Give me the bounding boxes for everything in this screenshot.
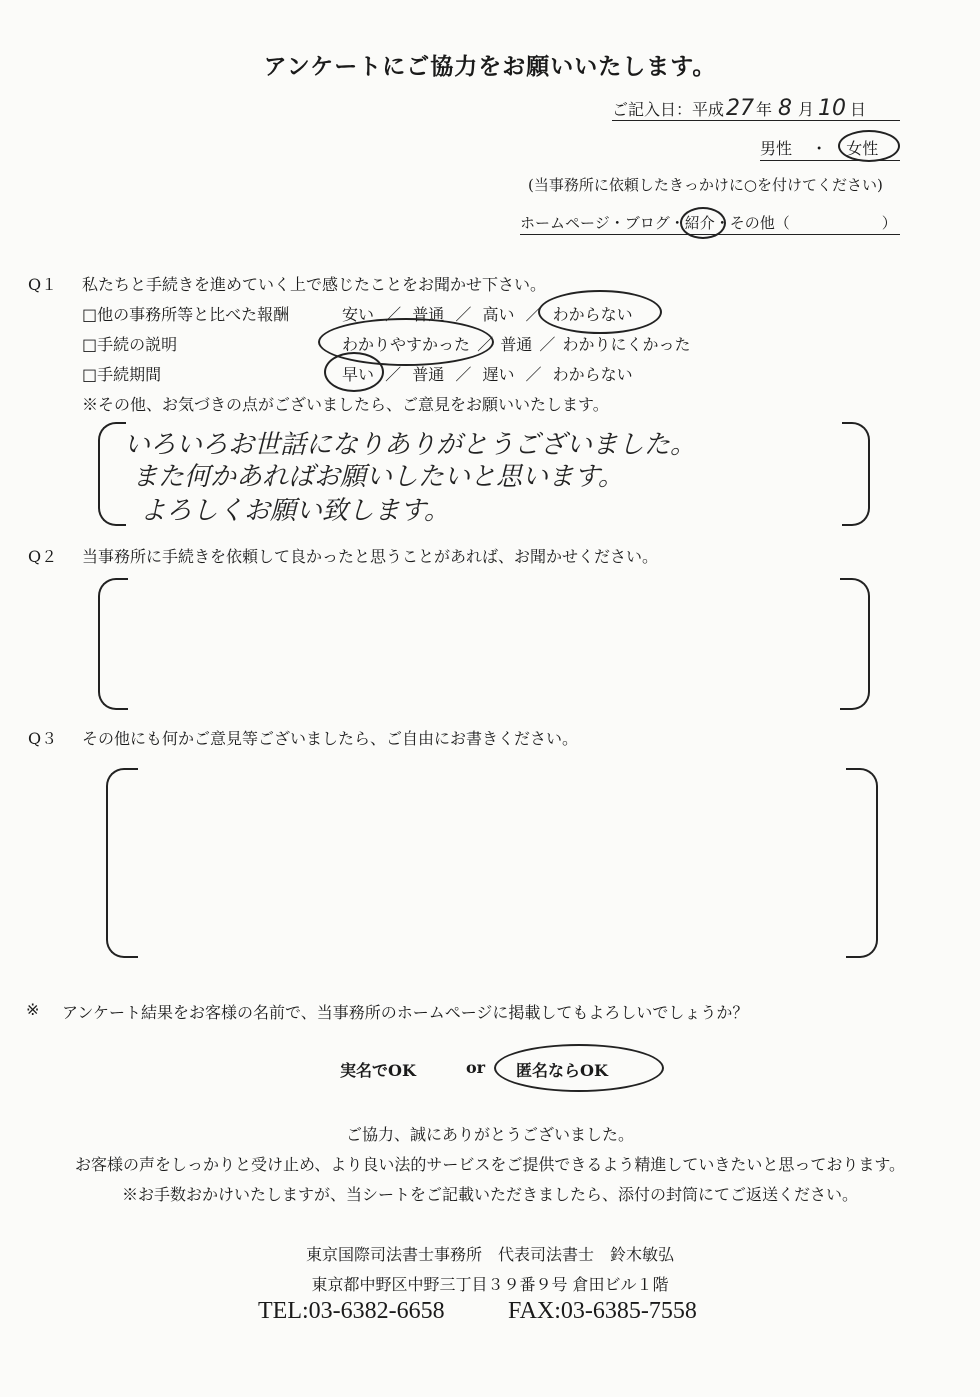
q1-item-period-label: □手続期間 — [82, 365, 162, 384]
closing-thanks: ご協力、誠にありがとうございました。 — [345, 1125, 634, 1144]
fee-unknown-circle-mark — [538, 290, 662, 334]
slash: ／ — [477, 335, 494, 354]
explanation-option-clear[interactable]: わかりやすかった — [342, 335, 471, 354]
fee-option-unknown[interactable]: わからない — [552, 305, 633, 324]
q2-answer-bracket-right — [840, 578, 870, 710]
year-unit: 年 — [756, 100, 773, 119]
q2-answer-bracket-left — [98, 578, 128, 710]
slash: ／ — [525, 365, 542, 384]
q2-label: Q２ — [28, 547, 58, 566]
fee-option-normal[interactable]: 普通 — [412, 305, 445, 324]
gender-separator: ・ — [811, 139, 828, 158]
date-day[interactable]: 10 — [818, 96, 847, 121]
q1-answer-bracket-right — [842, 422, 870, 526]
date-year[interactable]: 27 — [726, 96, 755, 121]
slash: ／ — [525, 305, 542, 324]
explanation-option-unclear[interactable]: わかりにくかった — [562, 335, 691, 354]
trigger-note: (当事務所に依頼したきっかけに○を付けてください) — [528, 176, 883, 194]
explanation-option-normal[interactable]: 普通 — [500, 335, 533, 354]
female-circle-mark — [838, 130, 900, 162]
gender-underline — [760, 160, 900, 161]
slash: ／ — [385, 365, 402, 384]
trigger-underline — [520, 234, 900, 235]
q3-answer-bracket-right — [846, 768, 878, 958]
q3-answer-bracket-left — [106, 768, 138, 958]
q2-question: 当事務所に手続きを依頼して良かったと思うことがあれば、お聞かせください。 — [82, 547, 659, 566]
slash: ／ — [455, 365, 472, 384]
period-option-slow[interactable]: 遅い — [482, 365, 515, 384]
q1-question: 私たちと手続きを進めていく上で感じたことをお聞かせ下さい。 — [82, 275, 547, 294]
q1-item-period-options — [342, 362, 633, 385]
period-option-normal[interactable]: 普通 — [412, 365, 445, 384]
gender-male[interactable]: 男性 — [760, 139, 793, 158]
publish-option-anonymous[interactable]: 匿名ならOK — [516, 1061, 608, 1080]
q1-note: ※その他、お気づきの点がございましたら、ご意見をお願いいたします。 — [82, 395, 609, 414]
q1-label: Q１ — [28, 275, 58, 294]
slash: ／ — [385, 305, 402, 324]
slash: ／ — [455, 305, 472, 324]
q1-answer-line-1[interactable]: いろいろお世話になりありがとうございました。 — [124, 430, 697, 460]
fee-option-high[interactable]: 高い — [482, 305, 515, 324]
day-unit: 日 — [850, 100, 867, 119]
q3-label: Q３ — [28, 729, 58, 748]
q1-answer-bracket-left — [98, 422, 126, 526]
closing-return-note: ※お手数おかけいたしますが、当シートをご記載いただきましたら、添付の封筒にてご返送ください。 — [121, 1185, 858, 1204]
month-unit: 月 — [798, 100, 815, 119]
footer-fax: FAX:03-6385-7558 — [508, 1298, 697, 1324]
date-month[interactable]: 8 — [778, 96, 793, 121]
publish-mark: ※ — [26, 1000, 40, 1019]
trigger-referral[interactable]: 紹介 — [684, 214, 715, 232]
footer-tel[interactable]: TEL:03-6382-6658 — [258, 1298, 445, 1324]
period-option-fast[interactable]: 早い — [342, 365, 375, 384]
publish-question: アンケート結果をお客様の名前で、当事務所のホームページに掲載してもよろしいでしょうか？ — [62, 1003, 749, 1022]
period-option-unknown[interactable]: わからない — [552, 365, 633, 384]
trigger-close: ） — [881, 214, 897, 232]
gender-female[interactable]: 女性 — [846, 139, 879, 158]
page-title: アンケートにご協力をお願いいたします。 — [263, 53, 717, 80]
q3-question: その他にも何かご意見等ございましたら、ご自由にお書きください。 — [82, 729, 579, 748]
anonymous-circle-mark — [494, 1044, 664, 1092]
footer-address: 東京都中野区中野三丁目３９番９号 倉田ビル１階 — [311, 1275, 669, 1294]
publish-or: or — [466, 1058, 486, 1077]
period-fast-circle-mark — [324, 352, 384, 392]
q1-item-fee-label: □他の事務所等と比べた報酬 — [82, 305, 290, 324]
date-underline — [612, 120, 900, 121]
fee-option-cheap[interactable]: 安い — [342, 305, 375, 324]
q2-answer-area[interactable] — [126, 580, 840, 704]
closing-message: お客様の声をしっかりと受け止め、より良い法的サービスをご提供できるよう精進していきたいと思っております。 — [74, 1155, 906, 1174]
q1-answer-line-2[interactable]: また何かあればお願いしたいと思います。 — [132, 462, 624, 492]
q1-item-explanation-label: □手続の説明 — [82, 335, 178, 354]
slash: ／ — [539, 335, 556, 354]
date-label: ご記入日：平成 — [612, 100, 725, 119]
trigger-other[interactable]: ・その他（ — [714, 214, 790, 232]
publish-option-real-name[interactable]: 実名でOK — [340, 1061, 416, 1080]
q1-answer-line-3[interactable]: よろしくお願い致します。 — [140, 496, 450, 526]
date-row — [612, 96, 866, 121]
q3-answer-area[interactable] — [136, 770, 846, 952]
trigger-homepage[interactable]: ホームページ・ブログ・ — [520, 214, 685, 232]
footer-office: 東京国際司法書士事務所 代表司法書士 鈴木敏弘 — [305, 1245, 674, 1264]
